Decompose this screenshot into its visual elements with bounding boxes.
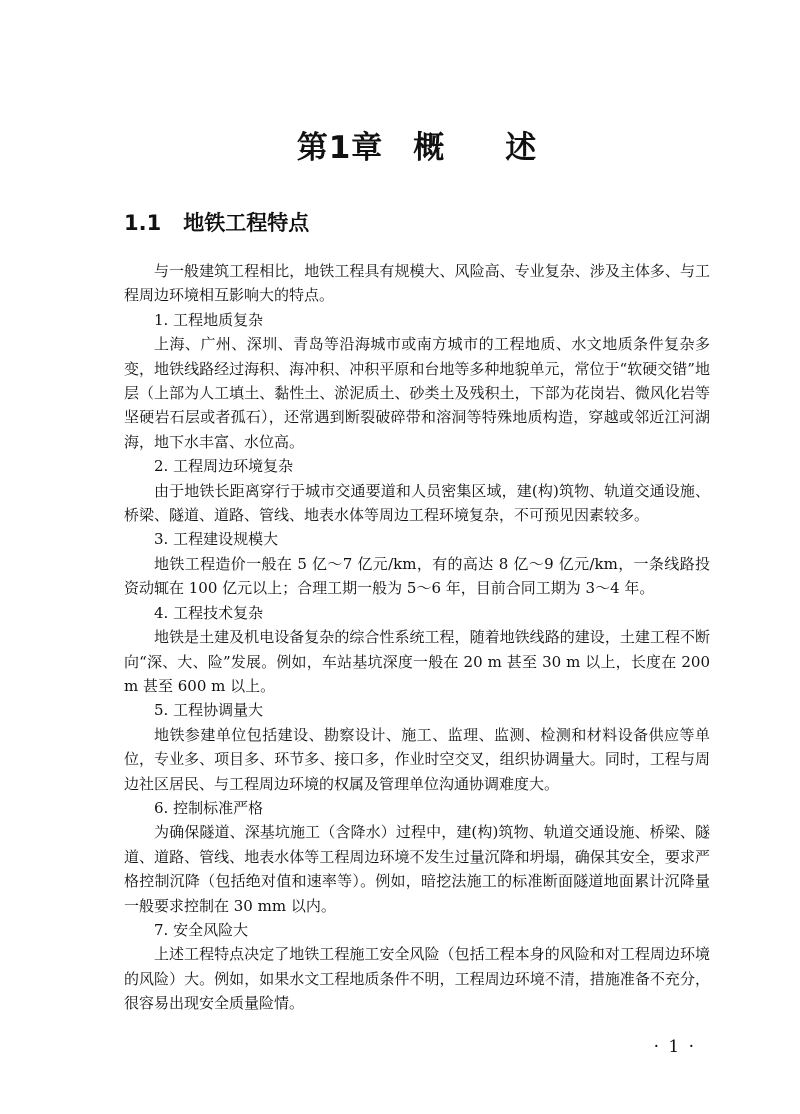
item-text-geology: 上海、广州、深圳、青岛等沿海城市或南方城市的工程地质、水文地质条件复杂多变，地铁线路经过海积、海冲积、冲积平原和台地等多种地貌单元，常位于“软硬交错”地层（上部为人工填土、黏性土、淤泥质土、砂类土及残积土，下部为花岗岩、微风化岩等坚硬岩石层或者孤石），还常遇到断裂破碎带和溶洞等特殊地质构造，穿越或邻近江河湖海，地下水丰富、水位高。 [124,335,710,451]
page-number: · 1 · [653,1037,696,1057]
section-body [124,259,710,1016]
item-text-technology: 地铁是土建及机电设备复杂的综合性系统工程，随着地铁线路的建设，土建工程不断向“深、大、险”发展。例如，车站基坑深度一般在 20 m 甚至 30 m 以上，长度在 200 m 甚至 600 m 以上。 [124,628,710,695]
section-title: 地铁工程特点 [183,211,310,235]
item-heading-geology: 1. 工程地质复杂 [154,310,264,329]
item-heading-standards: 6. 控制标准严格 [154,798,264,817]
chapter-title-part-2: 述 [505,130,538,166]
item-text-scale: 地铁工程造价一般在 5 亿～7 亿元/km，有的高达 8 亿～9 亿元/km，一条线路投资动辄在 100 亿元以上；合理工期一般为 5～6 年，目前合同工期为 3～4 年。 [124,554,710,598]
item-text-standards: 为确保隧道、深基坑施工（含降水）过程中，建(构)筑物、轨道交通设施、桥梁、隧道、道路、管线、地表水体等工程周边环境不发生过量沉降和坍塌，确保其安全，要求严格控制沉降（包括绝对值和速率等）。例如，暗挖法施工的标准断面隧道地面累计沉降量一般要求控制在 30 mm 以内。 [124,823,710,915]
item-heading-environment: 2. 工程周边环境复杂 [154,457,294,476]
item-heading-technology: 4. 工程技术复杂 [154,603,264,622]
chapter-title-part-1: 概 [413,130,446,166]
item-text-coordination: 地铁参建单位包括建设、勘察设计、施工、监理、监测、检测和材料设备供应等单位，专业多、项目多、环节多、接口多，作业时空交叉，组织协调量大。同时，工程与周边社区居民、与工程周边环境的权属及管理单位沟通协调难度大。 [124,725,710,793]
item-heading-risk: 7. 安全风险大 [154,920,249,939]
item-heading-scale: 3. 工程建设规模大 [154,530,279,549]
section-heading [124,208,309,238]
item-text-risk: 上述工程特点决定了地铁工程施工安全风险（包括工程本身的风险和对工程周边环境的风险）大。例如，如果水文工程地质条件不明，工程周边环境不清，措施准备不充分，很容易出现安全质量险情。 [124,945,710,1013]
item-text-environment: 由于地铁长距离穿行于城市交通要道和人员密集区域，建(构)筑物、轨道交通设施、桥梁、隧道、道路、管线、地表水体等周边工程环境复杂，不可预见因素较多。 [124,481,710,525]
chapter-title [124,128,710,168]
intro-paragraph: 与一般建筑工程相比，地铁工程具有规模大、风险高、专业复杂、涉及主体多、与工程周边环境相互影响大的特点。 [124,262,710,305]
chapter-number: 第1章 [296,130,384,166]
section-number: 1.1 [124,211,162,235]
item-heading-coordination: 5. 工程协调量大 [154,701,264,720]
